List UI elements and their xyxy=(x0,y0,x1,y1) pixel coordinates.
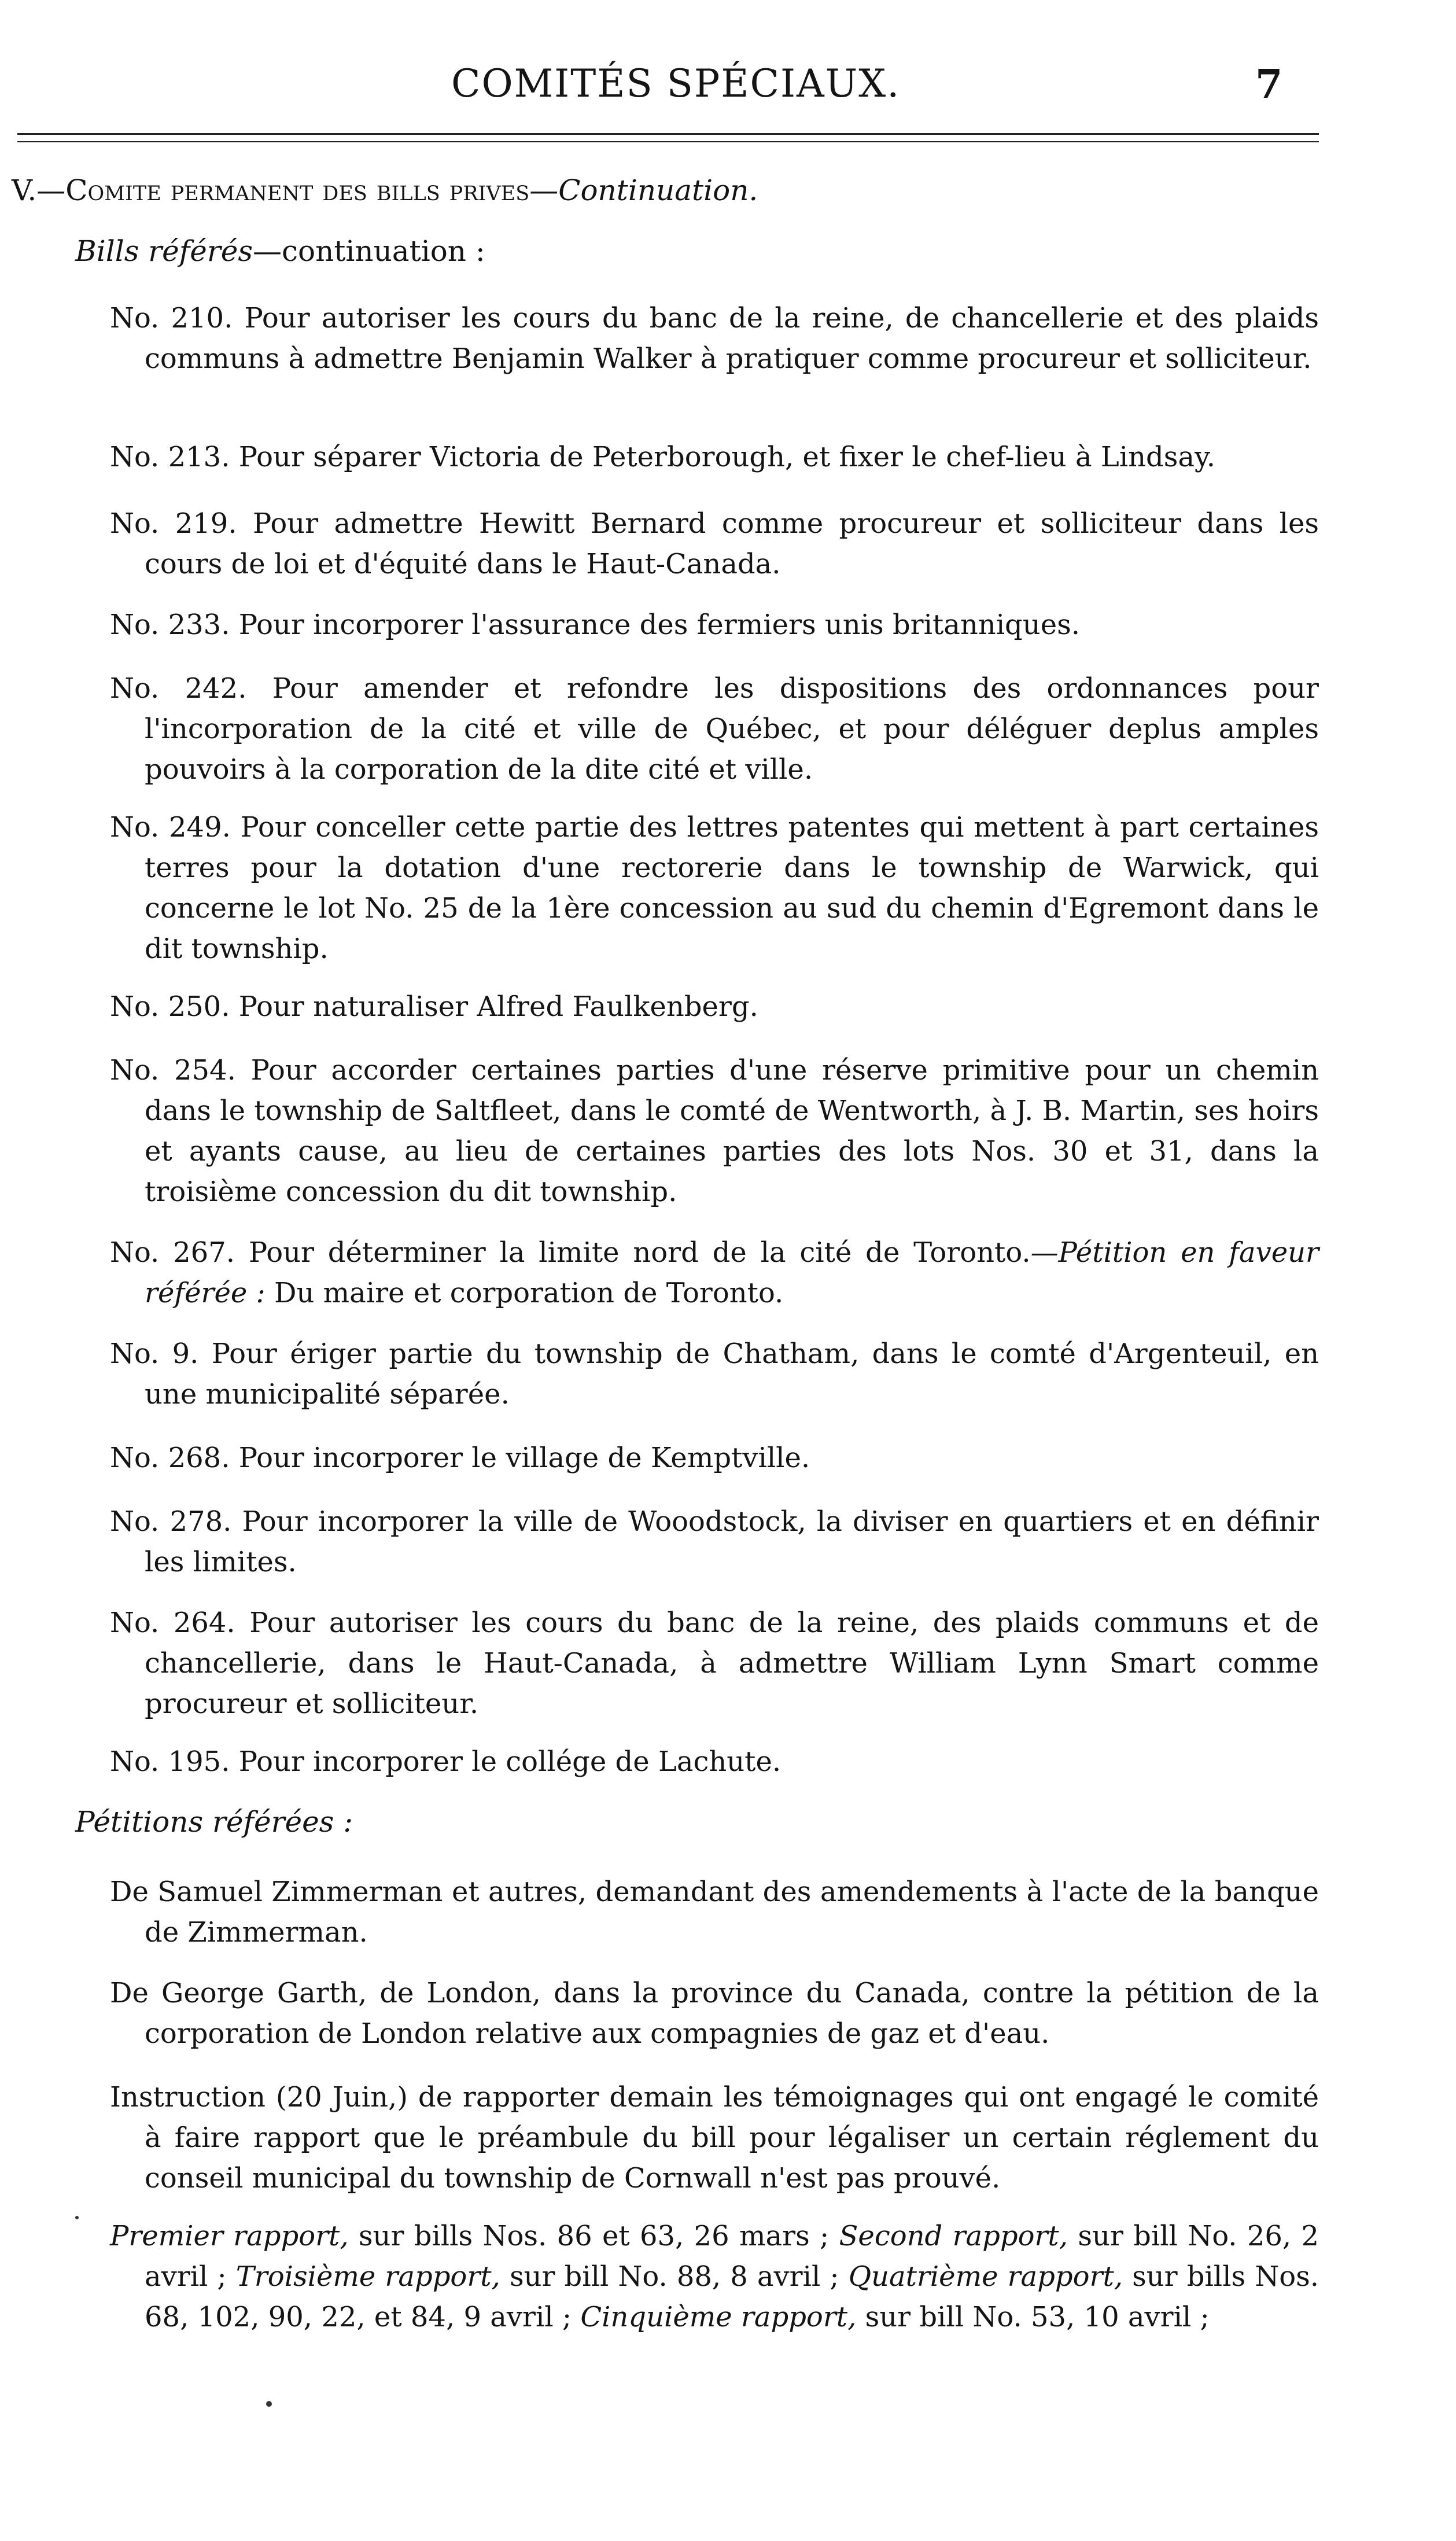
header-rule-secondary xyxy=(17,141,1319,142)
bills-heading-label: Bills référés xyxy=(75,234,253,268)
section-heading xyxy=(12,174,758,207)
bill-number: No. 210. xyxy=(110,302,233,334)
bill-text: Pour admettre Hewitt Bernard comme procureur et solliciteur dans les cours de loi et d'équité dans le Haut-Canada. xyxy=(145,507,1319,580)
petition-entry xyxy=(110,1973,1319,2054)
petition-entry xyxy=(110,1872,1319,1953)
bill-number: No. 254. xyxy=(110,1054,236,1087)
section-name: Comite permanent des bills prives xyxy=(65,174,530,207)
report-text: sur bills Nos. 68, 102, 90, 22, et 84, 9 avril ; xyxy=(145,2260,1319,2333)
petitions-heading xyxy=(75,1805,353,1839)
bill-number: No. 268. xyxy=(110,1442,230,1474)
petition-text: De Samuel Zimmerman et autres, demandant des amendements à l'acte de la banque de Zimmerman. xyxy=(110,1876,1319,1949)
bill-entry-9 xyxy=(110,1334,1319,1415)
bill-entry-268 xyxy=(110,1438,1319,1478)
bill-number: No. 213. xyxy=(110,441,230,473)
bill-entry-249 xyxy=(110,807,1319,969)
bill-text: Pour accorder certaines parties d'une réserve primitive pour un chemin dans le township de Saltfleet, dans le comté de Wentworth, à J. B. Martin, ses hoirs et ayants cause, au lieu de certaines parties des lots Nos. 30 et 31, dans la troisième concession du dit township. xyxy=(145,1054,1319,1208)
header-rule xyxy=(17,133,1319,135)
bill-entry-195 xyxy=(110,1741,1319,1782)
bill-text: Pour incorporer le village de Kemptville. xyxy=(238,1442,810,1474)
bill-entry-210 xyxy=(110,298,1319,379)
bill-number: No. 219. xyxy=(110,507,237,540)
bill-text: Pour incorporer le collége de Lachute. xyxy=(238,1745,782,1778)
page-header xyxy=(0,56,1456,125)
ink-speck xyxy=(75,2216,79,2219)
bill-text: Pour autoriser les cours du banc de la reine, de chancellerie et des plaids communs à admettre Benjamin Walker à pratiquer comme procureur et solliciteur. xyxy=(145,302,1319,375)
report-text: sur bill No. 26, 2 avril ; xyxy=(145,2220,1319,2293)
running-title: COMITÉS SPÉCIAUX. xyxy=(451,61,901,106)
petitions-heading-label: Pétitions référées : xyxy=(75,1805,353,1839)
reports-entry xyxy=(110,2216,1319,2337)
bill-number: No. 242. xyxy=(110,672,247,705)
bill-number: No. 195. xyxy=(110,1745,230,1778)
bill-entry-278 xyxy=(110,1501,1319,1582)
report-label: Cinquième rapport, xyxy=(580,2301,857,2333)
bill-entry-219 xyxy=(110,503,1319,584)
page-number: 7 xyxy=(1255,61,1283,108)
report-label: Second rapport, xyxy=(839,2220,1068,2252)
instruction-text: Instruction (20 Juin,) de rapporter demain les témoignages qui ont engagé le comité à faire rapport que le préambule du bill pour légaliser un certain réglement du conseil municipal du township de Cornwall n'est pas prouvé. xyxy=(110,2081,1319,2194)
bill-text: Pour naturaliser Alfred Faulkenberg. xyxy=(238,990,758,1023)
bill-text: Pour incorporer l'assurance des fermiers unis britanniques. xyxy=(238,609,1080,641)
petition-text: Du maire et corporation de Toronto. xyxy=(274,1277,784,1309)
bill-number: No. 233. xyxy=(110,609,230,641)
bill-text: Pour conceller cette partie des lettres patentes qui mettent à part certaines terres pour la dotation d'une rectorerie dans le township de Warwick, qui concerne le lot No. 25 de la 1ère concession au sud du chemin d'Egremont dans le dit township. xyxy=(145,811,1319,965)
bills-heading-suffix: —continuation : xyxy=(253,234,485,268)
bill-text: Pour séparer Victoria de Peterborough, et fixer le chef-lieu à Lindsay. xyxy=(238,441,1215,473)
bill-number: No. 264. xyxy=(110,1607,235,1639)
bill-entry-267 xyxy=(110,1232,1319,1313)
bill-number: No. 9. xyxy=(110,1338,199,1370)
bill-entry-254 xyxy=(110,1050,1319,1212)
report-label: Quatrième rapport, xyxy=(848,2260,1123,2293)
bill-entry-213 xyxy=(110,437,1319,477)
bill-entry-242 xyxy=(110,668,1319,790)
bill-entry-233 xyxy=(110,605,1319,645)
section-continuation: —Continuation. xyxy=(529,174,758,207)
bill-entry-250 xyxy=(110,986,1319,1027)
bill-number: No. 250. xyxy=(110,990,230,1023)
bill-text: Pour autoriser les cours du banc de la reine, des plaids communs et de chancellerie, dans le Haut-Canada, à admettre William Lynn Smart comme procureur et solliciteur. xyxy=(145,1607,1319,1720)
petition-label: —Pétition en faveur référée : xyxy=(145,1236,1319,1309)
petition-text: De George Garth, de London, dans la province du Canada, contre la pétition de la corporation de London relative aux compagnies de gaz et d'eau. xyxy=(110,1977,1319,2050)
report-label: Troisième rapport, xyxy=(235,2260,500,2293)
report-text: sur bills Nos. 86 et 63, 26 mars ; xyxy=(358,2220,830,2252)
ink-speck xyxy=(266,2401,272,2407)
bill-text: Pour ériger partie du township de Chatham, dans le comté d'Argenteuil, en une municipalité séparée. xyxy=(145,1338,1319,1411)
bill-text: Pour amender et refondre les dispositions des ordonnances pour l'incorporation de la cité et ville de Québec, et pour déléguer deplus amples pouvoirs à la corporation de la dite cité et ville. xyxy=(145,672,1319,786)
report-text: sur bill No. 53, 10 avril ; xyxy=(865,2301,1210,2333)
bill-number: No. 278. xyxy=(110,1505,232,1538)
instruction-entry xyxy=(110,2077,1319,2198)
bill-number: No. 267. xyxy=(110,1236,235,1269)
section-prefix: V.— xyxy=(12,174,66,207)
report-label: Premier rapport, xyxy=(110,2220,349,2252)
bill-number: No. 249. xyxy=(110,811,231,844)
bills-heading xyxy=(75,234,485,268)
report-text: sur bill No. 88, 8 avril ; xyxy=(509,2260,839,2293)
bill-text: Pour incorporer la ville de Wooodstock, la diviser en quartiers et en définir les limites. xyxy=(145,1505,1319,1578)
bill-entry-264 xyxy=(110,1603,1319,1724)
bill-text: Pour déterminer la limite nord de la cité de Toronto. xyxy=(248,1236,1031,1269)
